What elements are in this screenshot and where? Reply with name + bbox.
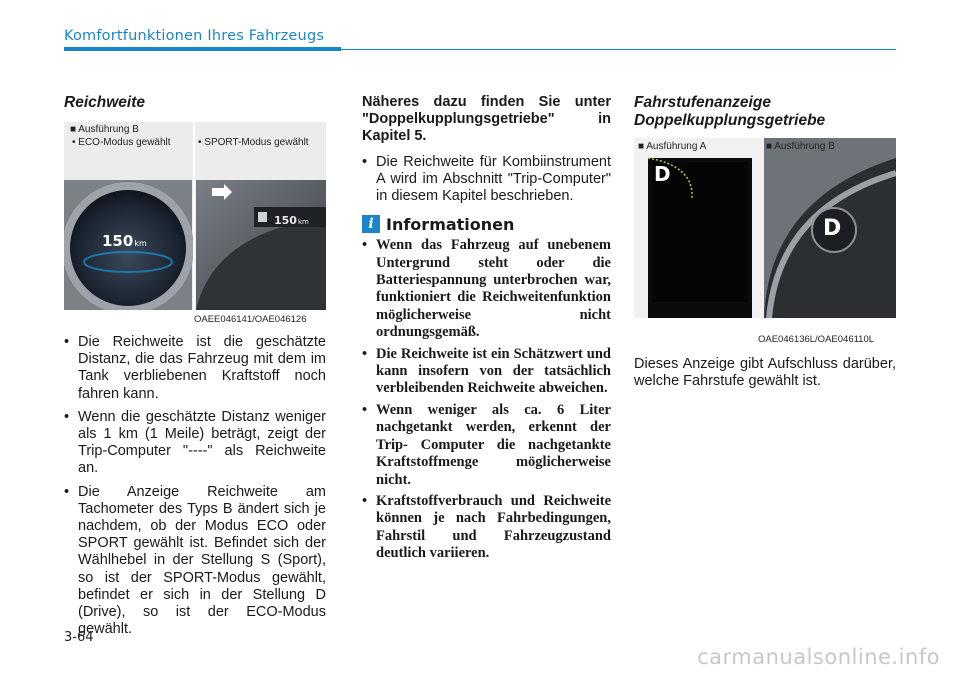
figure-code-gear: OAE046136L/OAE046110L bbox=[758, 334, 875, 345]
bullet-item: • Die Reichweite ist die geschätzte Distanz, die das Fahrzeug mit dem im Tank verbliebenen Kraftstoff noch fahren kann. bbox=[64, 334, 326, 403]
middle-column bbox=[362, 94, 611, 567]
header-rule-thin bbox=[341, 49, 896, 51]
bullet-item: • Die Anzeige Reichweite am Tachometer des Typs B ändert sich je nachdem, ob der Modus ECO oder SPORT gewählt ist. Befindet sich der Wählhebel in der Stellung S (Sport), so ist der SPORT-Modus gewählt, befindet er sich in der Stellung D (Drive), so ist der ECO-Modus gewählt. bbox=[64, 484, 326, 639]
watermark: carmanualsonline.info bbox=[697, 645, 940, 669]
info-bullet-item: • Die Reichweite ist ein Schätzwert und kann insofern von der tatsächlich verbleibenden Reichweite abweichen. bbox=[362, 346, 611, 398]
header-rule-thick bbox=[64, 47, 341, 51]
bullet-item: • Die Reichweite für Kombiinstrument A wird im Abschnitt "Trip-Computer" in diesem Kapitel beschrieben. bbox=[362, 154, 611, 206]
eco-range-unit: km bbox=[134, 239, 147, 248]
gear-indicator-b: D bbox=[823, 216, 842, 241]
gear-description: Dieses Anzeige gibt Aufschluss darüber, welche Fahrstufe gewählt ist. bbox=[634, 356, 896, 390]
info-bullet-item: • Wenn weniger als ca. 6 Liter nachgetankt werden, erkennt der Trip- Computer die nachgetankte Kraftstoffmenge möglicherweise nicht. bbox=[362, 402, 611, 489]
info-bullet-item: • Kraftstoffverbrauch und Reichweite können je nach Fahrbedingungen, Fahrstil und Fahrzeugzustand deutlich variieren. bbox=[362, 493, 611, 563]
figure-label-a: ■ Ausführung A bbox=[638, 141, 707, 152]
eco-range-value: 150 bbox=[102, 232, 134, 250]
section-title: Komfortfunktionen Ihres Fahrzeugs bbox=[64, 28, 325, 44]
sport-range-readout bbox=[274, 209, 309, 228]
heading-reichweite: Reichweite bbox=[64, 94, 145, 111]
heading-fahrstufenanzeige: Fahrstufenanzeige bbox=[634, 94, 771, 111]
figure-sport-label: • SPORT-Modus gewählt bbox=[198, 137, 309, 148]
figure-eco-label: • ECO-Modus gewählt bbox=[72, 137, 171, 148]
left-column bbox=[64, 94, 326, 112]
bullet-item: • Wenn die geschätzte Distanz weniger als 1 km (1 Meile) beträgt, zeigt der Trip-Computer "----" als Reichweite an. bbox=[64, 409, 326, 478]
right-column bbox=[634, 94, 896, 130]
range-figure bbox=[64, 122, 326, 310]
figure-code-range: OAEE046141/OAE046126 bbox=[194, 314, 307, 325]
info-header bbox=[362, 215, 611, 233]
info-title: Informationen bbox=[386, 214, 515, 234]
sport-range-value: 150 bbox=[274, 214, 297, 227]
gear-figure bbox=[634, 138, 896, 318]
left-bullets bbox=[64, 334, 326, 644]
page-number: 3-64 bbox=[64, 630, 94, 645]
info-bullet-item: • Wenn das Fahrzeug auf unebenem Untergrund steht oder die Batteriespannung unterbrochen war, funktioniert die Reichweitenfunktion möglicherweise nicht ordnungsgemäß. bbox=[362, 237, 611, 341]
right-text bbox=[634, 356, 896, 390]
sport-range-unit: km bbox=[297, 218, 309, 226]
gear-figure-illustration bbox=[634, 138, 896, 318]
gear-indicator-a: D bbox=[654, 162, 671, 186]
intro-text: Näheres dazu finden Sie unter "Doppelkupplungsgetriebe" in Kapitel 5. bbox=[362, 94, 611, 145]
figure-variant-label: ■ Ausführung B bbox=[70, 124, 139, 135]
eco-range-readout bbox=[102, 231, 147, 250]
info-icon: i bbox=[362, 215, 380, 233]
figure-label-b: ■ Ausführung B bbox=[766, 141, 835, 152]
heading-doppelkupplung: Doppelkupplungsgetriebe bbox=[634, 112, 826, 129]
